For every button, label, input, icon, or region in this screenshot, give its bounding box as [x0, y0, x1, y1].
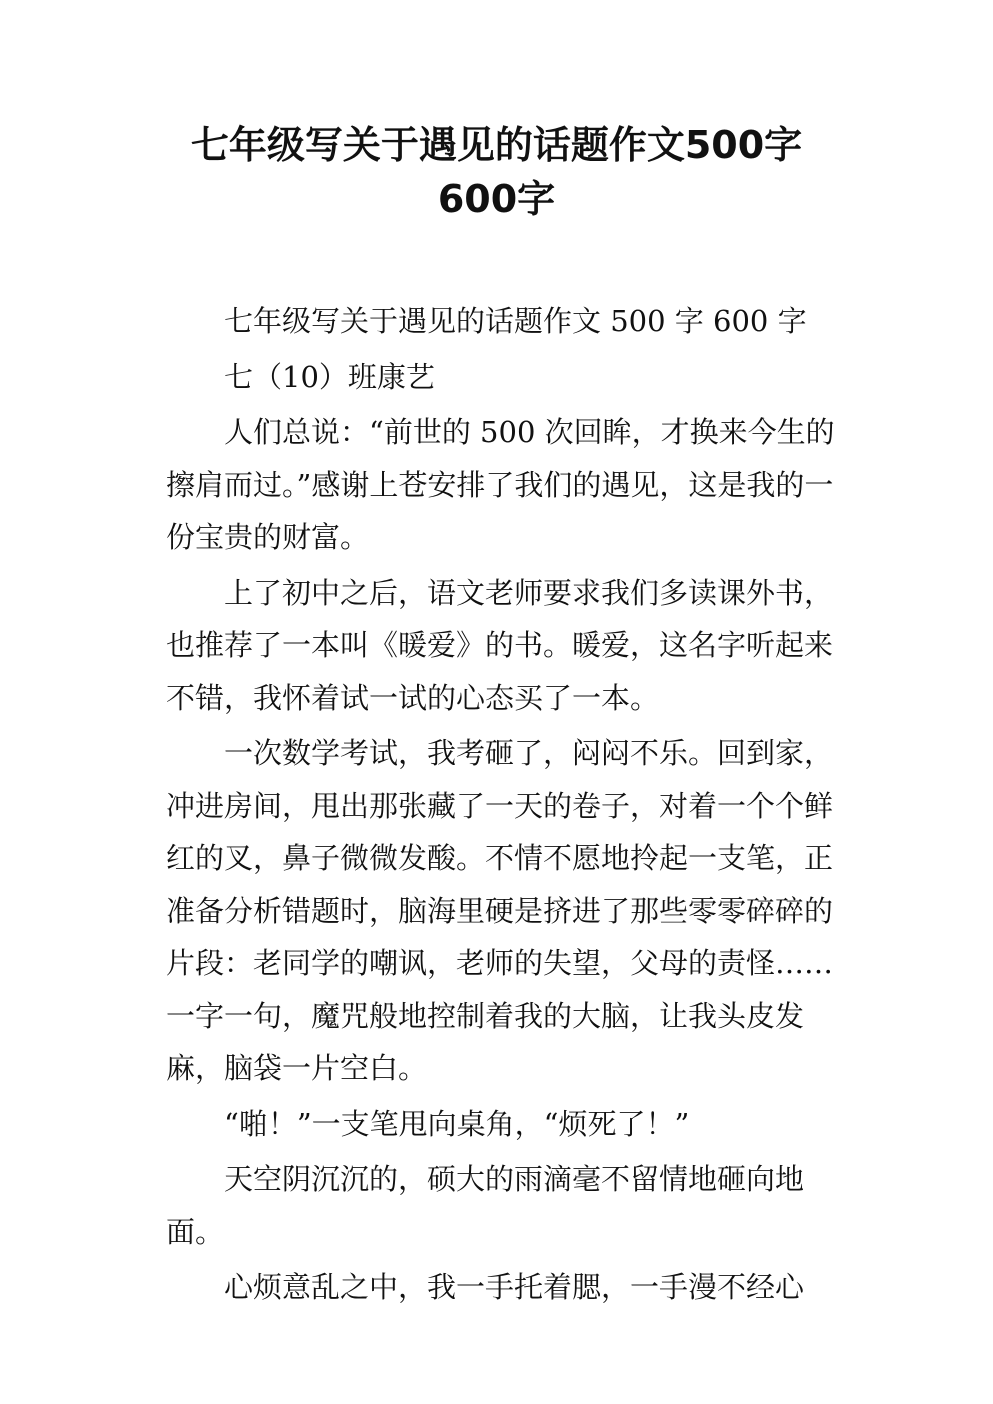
body-paragraph: 心烦意乱之中，我一手托着腮，一手漫不经心 — [224, 1270, 805, 1304]
title-line-1: 七年级写关于遇见的话题作文500字 — [190, 123, 803, 167]
body-paragraph: 七（10）班康艺 — [224, 359, 435, 394]
document-body — [166, 295, 842, 1317]
document-title — [120, 118, 873, 226]
body-paragraph: 上了初中之后，语文老师要求我们多读课外书，也推荐了一本叫《暖爱》的书。暖爱，这名字听起来不错，我怀着试一试的心态买了一本。 — [166, 575, 834, 715]
title-line-2: 600字 — [437, 177, 556, 221]
body-paragraph: 人们总说：“前世的 500 次回眸，才换来今生的擦肩而过。”感谢上苍安排了我们的遇见，这是我的一份宝贵的财富。 — [166, 415, 835, 554]
body-paragraph: 七年级写关于遇见的话题作文 500 字 600 字 — [224, 304, 807, 338]
body-paragraph: “啪！”一支笔甩向桌角，“烦死了！” — [224, 1106, 690, 1141]
body-paragraph: 一次数学考试，我考砸了，闷闷不乐。回到家，冲进房间，甩出那张藏了一天的卷子，对着一个个鲜红的叉，鼻子微微发酸。不情不愿地拎起一支笔，正准备分析错题时，脑海里硬是挤进了那些零零碎碎的片段：老同学的嘲讽，老师的失望，父母的责怪……一字一句，魔咒般地控制着我的大脑，让我头皮发麻，脑袋一片空白。 — [166, 736, 834, 1085]
body-paragraph: 天空阴沉沉的，硕大的雨滴毫不留情地砸向地面。 — [166, 1162, 805, 1249]
